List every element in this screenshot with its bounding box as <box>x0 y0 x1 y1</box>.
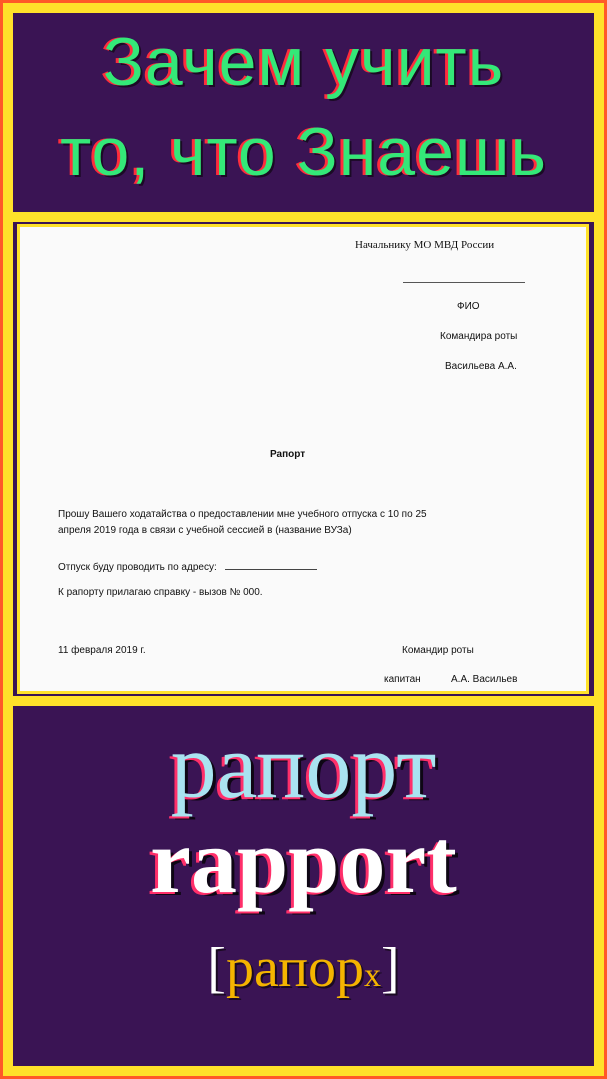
addressee-name-label: ФИО <box>457 301 480 312</box>
term-russian: рапорт <box>170 715 437 817</box>
document-date: 11 февраля 2019 г. <box>58 645 146 656</box>
transcription-main: рапор <box>225 937 365 999</box>
signer-position: Командир роты <box>402 645 474 656</box>
addressee-title: Начальнику МО МВД России <box>355 239 495 251</box>
signer-name: А.А. Васильев <box>451 674 518 685</box>
address-label: Отпуск буду проводить по адресу: <box>58 562 217 573</box>
attachment-line: К рапорту прилагаю справку - вызов № 000. <box>58 587 263 598</box>
headline-line-1: Зачем учить <box>102 24 505 100</box>
transcription-sub: x <box>364 957 382 994</box>
term-english: rapport <box>150 810 457 912</box>
transcription-close-bracket: ] <box>381 937 400 999</box>
body-line-1: Прошу Вашего ходатайства о предоставлении мне учебного отпуска с 10 по 25 <box>58 509 427 520</box>
document-title: Рапорт <box>270 449 306 460</box>
signer-rank: капитан <box>384 674 421 685</box>
body-line-2: апреля 2019 года в связи с учебной сессией в (название ВУЗа) <box>58 525 352 536</box>
transcription-open-bracket: [ <box>207 937 226 999</box>
sender-name: Васильева А.А. <box>445 361 517 372</box>
headline-line-2: то, что Знаешь <box>60 114 547 190</box>
sender-position: Командира роты <box>440 331 518 342</box>
